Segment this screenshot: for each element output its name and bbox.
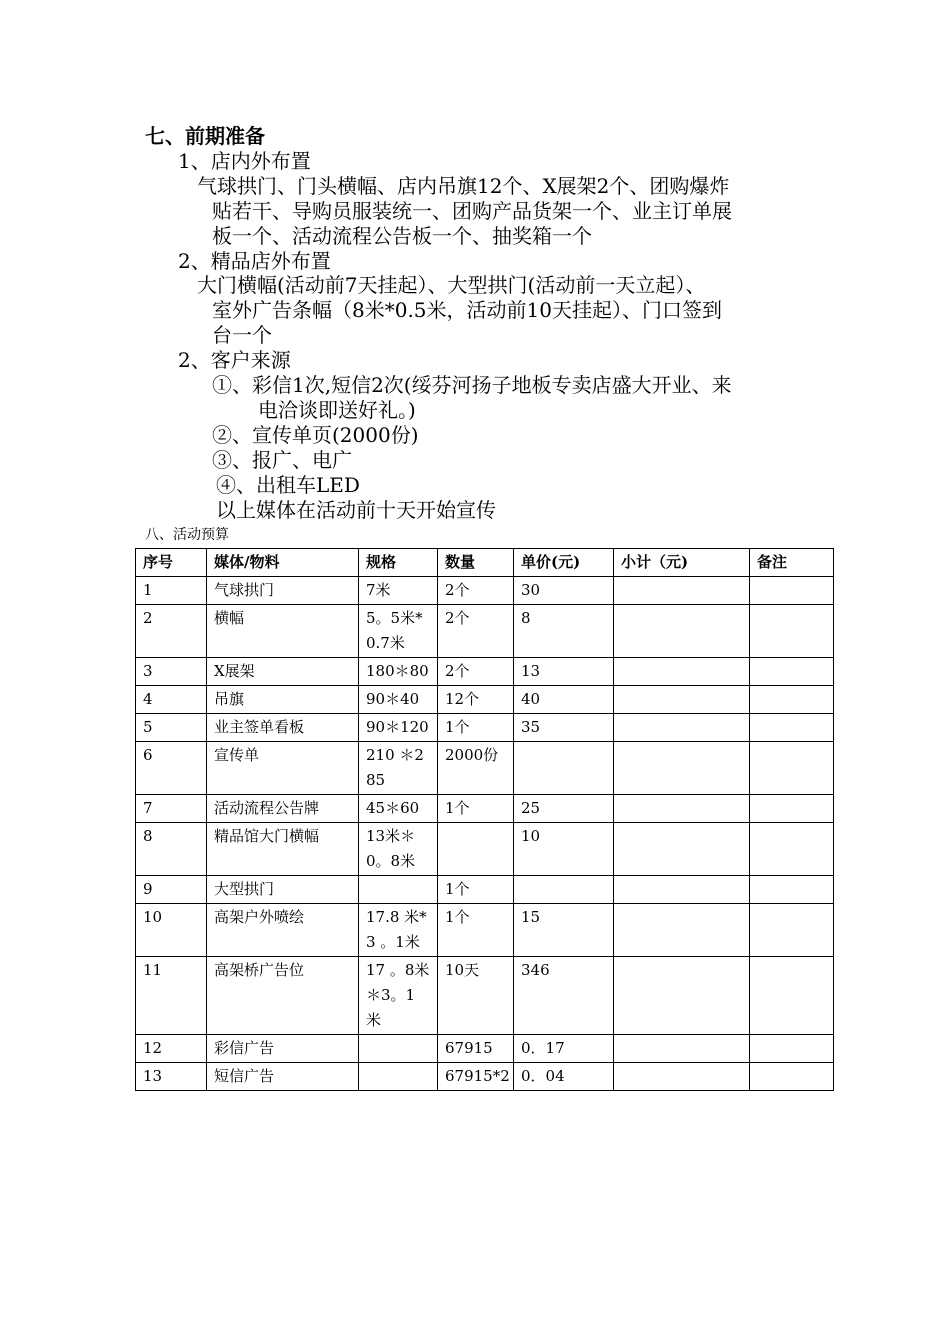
cell-index: 2 [136,605,207,658]
cell-index: 5 [136,714,207,742]
cell-spec: 45＊60 [359,795,438,823]
cell-item: X展架 [207,658,359,686]
cell-subtotal [614,577,750,605]
cell-spec: 17 。8米 ＊3。1米 [359,957,438,1035]
table-row [136,1035,834,1063]
cell-note [750,823,834,876]
cell-spec: 210 ＊285 [359,742,438,795]
cell-subtotal [614,904,750,957]
budget-table [135,548,834,1091]
cell-unit-price: 0．04 [514,1063,614,1091]
cell-index: 10 [136,904,207,957]
item1-title: 1、店内外布置 [178,149,311,173]
cell-spec [359,876,438,904]
cell-item: 大型拱门 [207,876,359,904]
cell-spec [359,1035,438,1063]
table-row [136,876,834,904]
cell-unit-price: 40 [514,686,614,714]
cell-unit-price: 35 [514,714,614,742]
cell-qty [438,823,514,876]
table-row [136,957,834,1035]
cell-item: 气球拱门 [207,577,359,605]
cell-index: 4 [136,686,207,714]
col-header: 序号 [136,549,207,577]
cell-index: 1 [136,577,207,605]
cell-spec: 5。5米*0.7米 [359,605,438,658]
cell-qty: 12个 [438,686,514,714]
table-row [136,742,834,795]
cell-spec [359,1063,438,1091]
item2-line: 室外广告条幅（8米*0.5米，活动前10天挂起）、门口签到 [212,298,722,322]
item1-line: 板一个、活动流程公告板一个、抽奖箱一个 [212,224,592,248]
cell-note [750,1063,834,1091]
cell-unit-price [514,742,614,795]
cell-qty: 1个 [438,795,514,823]
cell-qty: 1个 [438,714,514,742]
cell-item: 高架桥广告位 [207,957,359,1035]
cell-note [750,577,834,605]
cell-qty: 1个 [438,876,514,904]
cell-spec: 7米 [359,577,438,605]
cell-note [750,658,834,686]
col-header: 数量 [438,549,514,577]
col-header: 单价(元) [514,549,614,577]
cell-subtotal [614,1063,750,1091]
table-row [136,714,834,742]
item3-title: 2、客户来源 [178,348,291,372]
cell-item: 业主签单看板 [207,714,359,742]
cell-unit-price: 15 [514,904,614,957]
cell-unit-price: 30 [514,577,614,605]
cell-subtotal [614,795,750,823]
section8-heading: 八、活动预算 [145,527,229,543]
cell-unit-price: 13 [514,658,614,686]
cell-qty: 2个 [438,605,514,658]
cell-item: 活动流程公告牌 [207,795,359,823]
cell-unit-price: 346 [514,957,614,1035]
cell-qty: 67915 [438,1035,514,1063]
item2-line: 台一个 [212,323,272,347]
cell-note [750,742,834,795]
table-row [136,577,834,605]
cell-qty: 10天 [438,957,514,1035]
source-line: 以上媒体在活动前十天开始宣传 [216,498,496,522]
source-line: ①、彩信1次,短信2次(绥芬河扬子地板专卖店盛大开业、来 [212,373,732,397]
cell-unit-price: 8 [514,605,614,658]
cell-qty: 67915*2 [438,1063,514,1091]
cell-subtotal [614,742,750,795]
table-row [136,1063,834,1091]
table-row [136,686,834,714]
source-line: ④、出租车LED [216,473,360,497]
table-row [136,795,834,823]
cell-index: 9 [136,876,207,904]
table-row [136,605,834,658]
item1-line: 气球拱门、门头横幅、店内吊旗12个、X展架2个、团购爆炸 [197,174,730,198]
cell-qty: 2个 [438,658,514,686]
cell-index: 11 [136,957,207,1035]
item2-title: 2、精品店外布置 [178,249,331,273]
cell-qty: 2个 [438,577,514,605]
cell-spec: 90＊40 [359,686,438,714]
cell-spec: 180＊80 [359,658,438,686]
table-header-row [136,549,834,577]
table-row [136,823,834,876]
cell-subtotal [614,714,750,742]
cell-index: 6 [136,742,207,795]
col-header: 媒体/物料 [207,549,359,577]
cell-note [750,605,834,658]
cell-note [750,714,834,742]
cell-subtotal [614,876,750,904]
cell-index: 12 [136,1035,207,1063]
cell-note [750,957,834,1035]
col-header: 小计（元) [614,549,750,577]
cell-unit-price [514,876,614,904]
cell-subtotal [614,1035,750,1063]
table-body [136,577,834,1091]
cell-item: 精品馆大门横幅 [207,823,359,876]
cell-note [750,1035,834,1063]
cell-spec: 17.8 米*3 。1米 [359,904,438,957]
item2-line: 大门横幅(活动前7天挂起）、大型拱门(活动前一天立起）、 [197,273,706,297]
cell-unit-price: 0．17 [514,1035,614,1063]
source-line: ③、报广、电广 [212,448,352,472]
cell-spec: 90＊120 [359,714,438,742]
cell-item: 短信广告 [207,1063,359,1091]
col-header: 备注 [750,549,834,577]
cell-item: 横幅 [207,605,359,658]
section7-heading: 七、前期准备 [145,124,265,148]
cell-index: 3 [136,658,207,686]
cell-item: 彩信广告 [207,1035,359,1063]
cell-index: 8 [136,823,207,876]
cell-subtotal [614,605,750,658]
cell-subtotal [614,686,750,714]
cell-index: 13 [136,1063,207,1091]
cell-item: 宣传单 [207,742,359,795]
cell-qty: 1个 [438,904,514,957]
cell-note [750,904,834,957]
cell-unit-price: 10 [514,823,614,876]
cell-spec: 13米＊0。8米 [359,823,438,876]
table-row [136,658,834,686]
table-row [136,904,834,957]
cell-qty: 2000份 [438,742,514,795]
cell-unit-price: 25 [514,795,614,823]
cell-subtotal [614,823,750,876]
item1-line: 贴若干、导购员服装统一、团购产品货架一个、业主订单展 [212,199,732,223]
cell-subtotal [614,658,750,686]
cell-index: 7 [136,795,207,823]
cell-note [750,876,834,904]
cell-note [750,795,834,823]
cell-item: 高架户外喷绘 [207,904,359,957]
cell-item: 吊旗 [207,686,359,714]
source-line: ②、宣传单页(2000份) [212,423,419,447]
source-line: 电洽谈即送好礼。) [258,398,416,422]
col-header: 规格 [359,549,438,577]
cell-subtotal [614,957,750,1035]
cell-note [750,686,834,714]
